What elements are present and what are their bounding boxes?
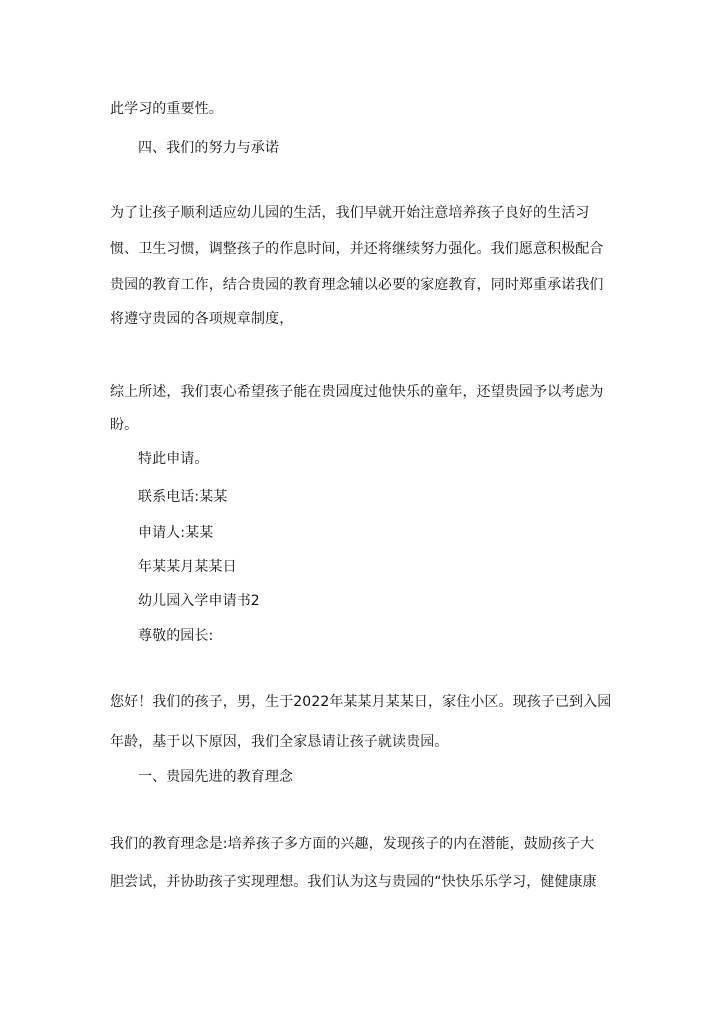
text-line: 为了让孩子顺利适应幼儿园的生活，我们早就开始注意培养孩子良好的生活习 [110,205,590,221]
contact-phone: 联系电话:某某 [138,489,228,505]
text-line: 我们的教育理念是:培养孩子多方面的兴趣，发现孩子的内在潜能，鼓励孩子大 [110,836,595,852]
text-line: 此学习的重要性。 [110,101,223,117]
text-line: 惯、卫生习惯，调整孩子的作息时间，并还将继续努力强化。我们愿意积极配合 [110,241,604,257]
section-heading: 四、我们的努力与承诺 [138,140,279,156]
applicant-line: 申请人:某某 [138,525,214,541]
closing-line: 特此申请。 [138,451,209,467]
text-line: 盼。 [110,417,139,433]
text-line: 将遵守贵园的各项规章制度， [110,311,294,327]
text-line: 胆尝试，并协助孩子实现理想。我们认为这与贵园的“快快乐乐学习，健健康康 [110,874,597,890]
text-line: 综上所述，我们衷心希望孩子能在贵园度过他快乐的童年，还望贵园予以考虑为 [110,384,604,400]
document-title: 幼儿园入学申请书2 [138,593,260,609]
text-line: 您好！我们的孩子，男，生于2022年某某月某某日，家住小区。现孩子已到入园 [110,694,612,710]
text-line: 贵园的教育工作，结合贵园的教育理念辅以必要的家庭教育，同时郑重承诺我们 [110,277,604,293]
text-line: 年龄，基于以下原因，我们全家恳请让孩子就读贵园。 [110,734,449,750]
section-heading: 一、贵园先进的教育理念 [138,769,294,785]
salutation: 尊敬的园长: [138,628,214,644]
date-line: 年某某月某某日 [138,559,237,575]
